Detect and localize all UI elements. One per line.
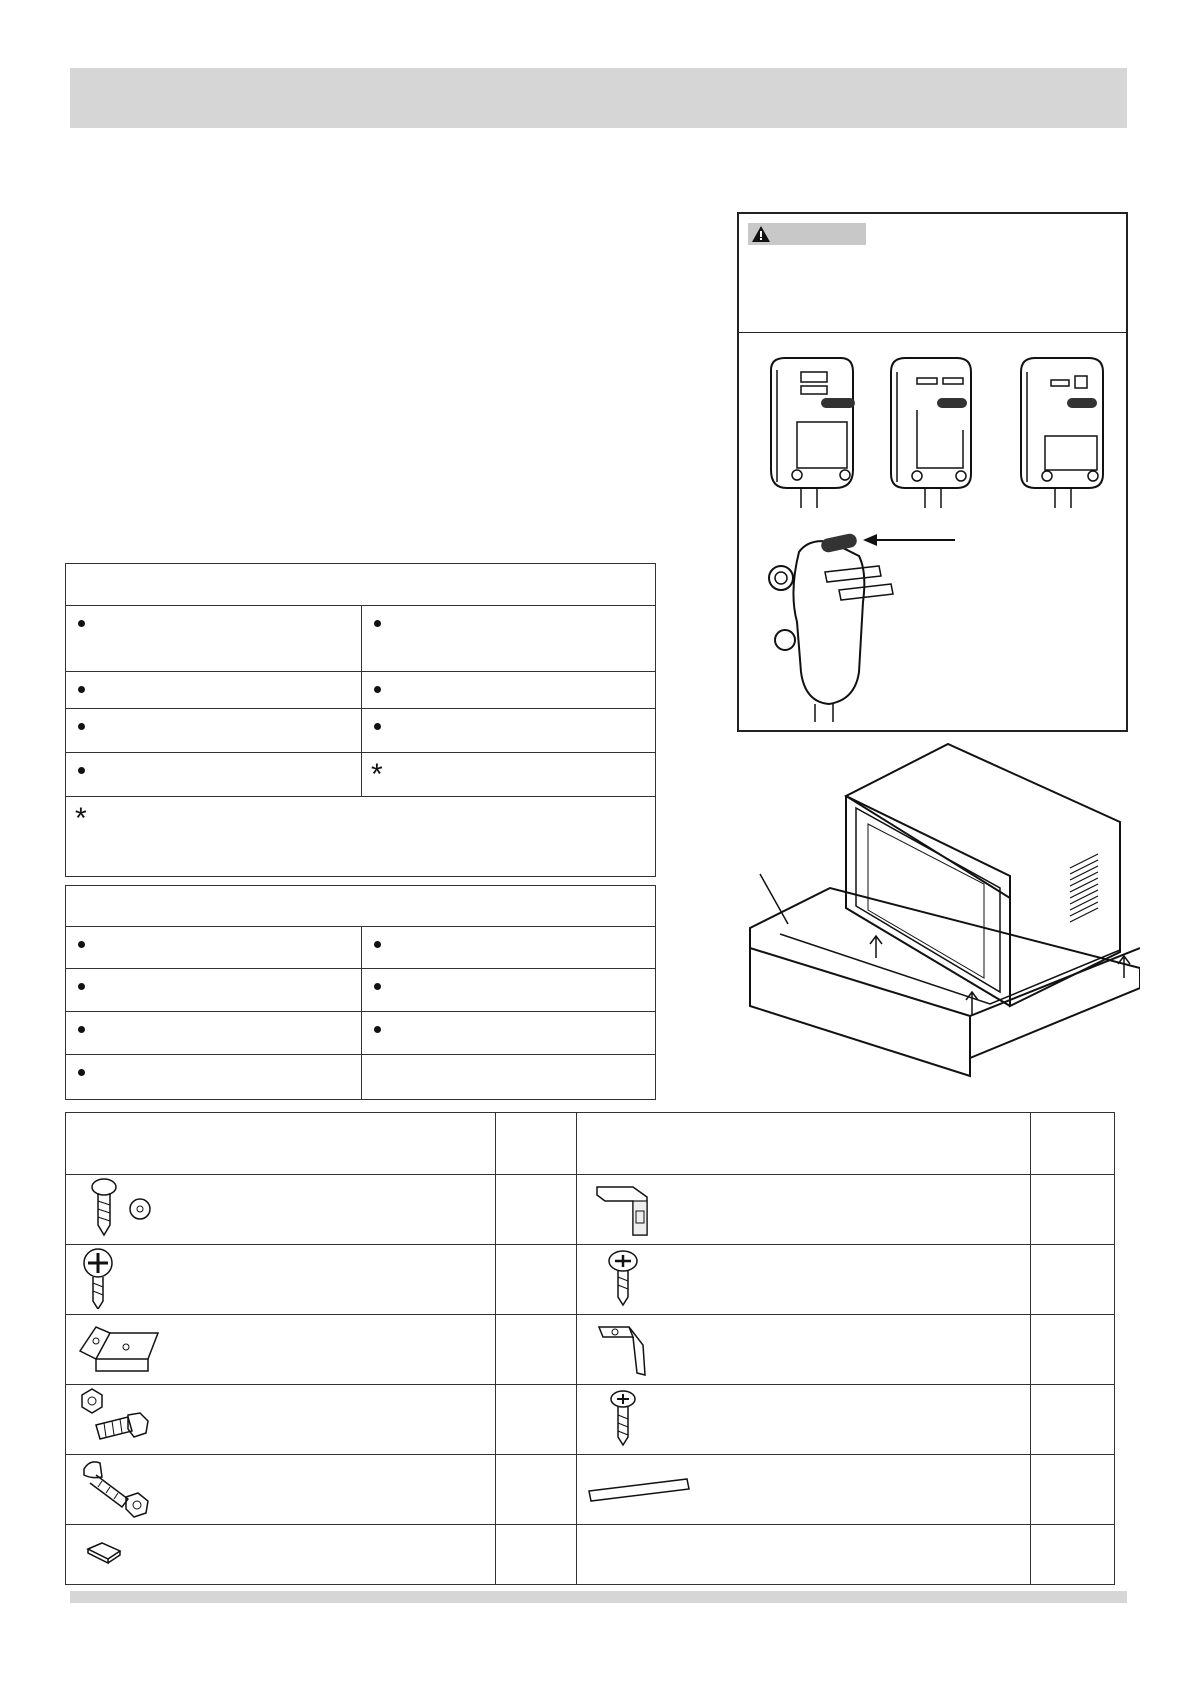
plug-illustration-3: [1011, 350, 1111, 510]
bullet-icon: [374, 1026, 381, 1033]
air-conditioner-illustration: [740, 738, 1140, 1078]
hardware-qty-cell: [496, 1525, 577, 1585]
spec-cell: [66, 969, 362, 1012]
specs-table-2-header: [66, 886, 656, 927]
hardware-qty-cell: [1031, 1315, 1115, 1385]
specs-footnote: [66, 797, 656, 877]
hardware-table: [65, 1112, 1115, 1585]
plug-illustration-1: [761, 350, 861, 510]
bullet-icon: [78, 1026, 85, 1033]
specs-table-2: [65, 885, 656, 1100]
plug-illustration-4: [759, 532, 979, 722]
hardware-item-cell: [577, 1315, 1031, 1385]
spec-cell: [362, 672, 656, 709]
hardware-item-cell: [577, 1245, 1031, 1315]
spec-cell: [362, 709, 656, 753]
hardware-qty-cell: [496, 1175, 577, 1245]
warning-triangle-icon: [751, 225, 771, 243]
asterisk-icon: *: [75, 802, 87, 835]
bullet-icon: [374, 620, 381, 627]
hardware-qty-cell: [1031, 1455, 1115, 1525]
asterisk-icon: *: [371, 758, 383, 791]
spec-cell: [362, 927, 656, 969]
cross-head-screw-icon: [66, 1245, 186, 1309]
hardware-qty-cell: [1031, 1175, 1115, 1245]
screw-washer-icon: [66, 1175, 186, 1239]
hardware-qty-cell: [496, 1455, 577, 1525]
hardware-item-cell: [66, 1315, 496, 1385]
spec-cell: [66, 753, 362, 797]
warning-divider: [739, 332, 1126, 333]
bullet-icon: [78, 1069, 85, 1076]
hardware-qty-cell: [1031, 1245, 1115, 1315]
footer-bar: [70, 1591, 1127, 1603]
specs-table-1-header: [66, 564, 656, 606]
bullet-icon: [78, 686, 85, 693]
hardware-item-cell: [66, 1245, 496, 1315]
spec-cell: [66, 606, 362, 672]
spec-cell: [66, 709, 362, 753]
hardware-item-cell: [66, 1525, 496, 1585]
bullet-icon: [78, 941, 85, 948]
hardware-item-cell: [66, 1385, 496, 1455]
mounting-bracket-icon: [577, 1315, 697, 1379]
bullet-icon: [374, 723, 381, 730]
phillips-screw-icon: [577, 1245, 697, 1309]
hardware-header-qty: [496, 1113, 577, 1175]
bullet-icon: [374, 983, 381, 990]
hardware-header-qty: [1031, 1113, 1115, 1175]
warning-box: [737, 212, 1128, 732]
warning-label: [748, 223, 866, 245]
bullet-icon: [78, 620, 85, 627]
hardware-item-cell: [577, 1175, 1031, 1245]
spec-cell: [66, 672, 362, 709]
gasket-strip-icon: [577, 1455, 697, 1519]
hardware-item-cell: [66, 1175, 496, 1245]
specs-table-1: [65, 563, 656, 877]
spec-cell: [362, 753, 656, 797]
hardware-qty-cell: [496, 1245, 577, 1315]
header-bar: [70, 68, 1127, 128]
bullet-icon: [374, 686, 381, 693]
hardware-item-cell: [577, 1385, 1031, 1455]
hardware-qty-cell: [496, 1385, 577, 1455]
hardware-header-item: [577, 1113, 1031, 1175]
hardware-item-cell: [577, 1455, 1031, 1525]
bullet-icon: [78, 767, 85, 774]
spec-cell: [66, 1012, 362, 1055]
bullet-icon: [374, 941, 381, 948]
spec-cell: [66, 1055, 362, 1100]
plug-illustration-2: [879, 350, 979, 510]
spec-cell: [362, 969, 656, 1012]
spec-cell: [66, 927, 362, 969]
nut-bolt-icon: [66, 1385, 186, 1449]
bolt-nut-icon: [66, 1455, 186, 1519]
hardware-item-cell: [577, 1525, 1031, 1585]
spec-cell: [362, 1012, 656, 1055]
bullet-icon: [78, 723, 85, 730]
angle-bracket-icon: [66, 1315, 186, 1379]
hardware-item-cell: [66, 1455, 496, 1525]
clip-bracket-icon: [577, 1175, 697, 1239]
hardware-header-item: [66, 1113, 496, 1175]
hardware-qty-cell: [1031, 1525, 1115, 1585]
pan-head-screw-icon: [577, 1385, 697, 1449]
hardware-qty-cell: [496, 1315, 577, 1385]
bullet-icon: [78, 983, 85, 990]
foam-pad-icon: [66, 1525, 186, 1579]
hardware-qty-cell: [1031, 1385, 1115, 1455]
spec-cell: [362, 606, 656, 672]
spec-cell: [362, 1055, 656, 1100]
